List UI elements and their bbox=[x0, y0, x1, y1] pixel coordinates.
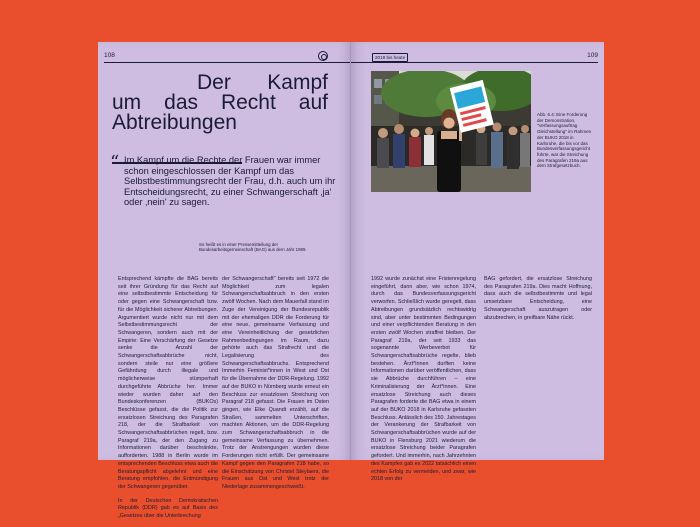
body-column-2 bbox=[222, 276, 329, 498]
quote-source: So heißt es in einer Pressemitteilung der Bundesarbeitsgemeinschaft (BAG) aus dem Jahr 1989. bbox=[199, 242, 307, 253]
body-column-3 bbox=[371, 276, 476, 490]
body-column-4 bbox=[484, 276, 592, 328]
paragraph: 1992 wurde zunächst eine Fristenregelung eingeführt, dann aber, wie schon 1974, durch das Bundesverfassungsgericht verworfen. Schließlich wurde geregelt, dass Abtreibungen grundsätzlich rechtswidrig sind, aber unter bestimmten Bedingungen und einer verpflichtenden Beratung in den ersten zwölf Wochen straffrei bleiben. Der Paragraf 219a, der seit 1933 das sogenannte Werbeverbot für Schwangerschaftsabbrüche regelte, blieb bestehen. Ärzt*innen durften keine Informationen darüber veröffentlichen, dass sie Abbrüche durchführen – eine Kriminalisierung der Ärzt*innen. Eine ersatzlose Streichung auch dieses Paragrafen forderte die BAG etwa in einem auf der BUKO 2018 in Karlsruhe gefassten Beschluss. Anlässlich des 150. Jahrestages der Verankerung der Strafbarkeit von Schwangerschaftsabbrüchen wurde auf der BUKO in Flensburg 2021 wiederum die ersatzlose Streichung beider Paragrafen gefordert. Und immerhin, nach Jahrzehnten des Kampfes gab es 2022 tatsächlich einen echten Erfolg zu vermelden, und zwar, wie 2018 von der bbox=[371, 276, 476, 483]
page-number-right: 109 bbox=[587, 52, 598, 59]
paragraph: In der Deutschen Demokratischen Republik (DDR) gab es auf Basis des „Gesetzes über die Unterbrechung bbox=[118, 497, 218, 520]
title-word: auf bbox=[298, 91, 328, 114]
title-word: Kampf bbox=[267, 71, 328, 94]
body-column-1 bbox=[118, 276, 218, 527]
title-word: Der bbox=[197, 71, 231, 94]
paragraph: Entsprechend kämpfte die BAG bereits seit ihrer Gründung für das Recht auf eine selbstbestimmte Entscheidung für oder gegen eine Schwangerschaft bzw. für die Möglichkeit sicherer Abtreibungen. Argumentiert wurde nicht nur mit dem Selbstbestimmungsrecht der Schwangeren, sondern auch mit der Empirie: Eine Verschärfung der Gesetze senke die Anzahl der Schwangerschaftsabbrüche nicht, sondern steile nur eine größere Gefährdung durch illegale und möglicherweise stümperhaft durchgeführte Abbrüche her. Immer wieder wurden daher auf den Bundeskonferenzen (BUKOs) Beschlüsse gefasst, die die Politik zur ersatzlosen Streichung des Paragrafen 218, der die Strafbarkeit von Schwangerschaftsabbrüchen regelt, bzw. Paragraf 219a, der den Zugang zu Informationen darüber beschränkte, aufforderten. 1988 in Berlin wurde im entsprechenden Beschluss etwa auch die Beratungspflicht abgelehnt und eine Beratung empfohlen, die Entmündigung der Schwangeren gegenüber. bbox=[118, 276, 218, 490]
photo-illustration bbox=[371, 71, 531, 192]
pull-quote: Im Kampf um die Rechte der Frauen war immer schon eingeschlossen der Kampf um das Selbstbestimmungsrecht der Frau, d.h. auch um ihr Entscheidungsrecht, zu einer Schwangerschaft ‚ja' oder ‚nein' zu sagen. bbox=[124, 155, 336, 207]
title-word: um bbox=[112, 91, 142, 114]
title-line: Abtreibungen bbox=[112, 111, 237, 134]
left-page bbox=[98, 42, 351, 520]
publisher-logo-icon bbox=[318, 51, 328, 61]
section-tag: 2019 bis heute bbox=[372, 53, 408, 62]
paragraph: BAG gefordert, die ersatzlose Streichung des Paragrafen 219a. Dies macht Hoffnung, dass auch die selbstbestimmte und legal umsetzbare Entscheidung, eine Schwangerschaft auszutragen oder abzubrechen, in greifbare Nähe rückt. bbox=[484, 276, 592, 321]
photo-caption: Abb. 6.4: Eine Forderung der Demonstration, "Verfassungsauftrag Gleichstellung" im Rahmen der BUKO 2018 in Karlsruhe, die bis vor das Bundesverfassungsgericht führte, war die Streichung des Paragrafen 219a aus dem Strafgesetzbuch. bbox=[537, 112, 592, 169]
quote-mark-icon: “ bbox=[110, 152, 120, 173]
paragraph: der Schwangerschaft" bereits seit 1972 die Möglichkeit zum legalen Schwangerschaftsabbruch in den ersten zwölf Wochen. Nach dem Mauerfall stand im Zuge der Vereinigung der Bundesrepublik mit der ehemaligen DDR die Forderung für eine neue, gemeinsame Verfassung und eine Vereinheitlichung der gesetzlichen Rahmenbedingungen im Raum, dazu gehörte auch das Strafrecht und die Legalisierung des Schwangerschaftsabbruchs. Entsprechend Immerhin Feminist*innen in West und Ost für die Übernahme der DDR-Regelung. 1992 auf der BUKO in Nürnberg wurde erneut ein Beschluss zur ersatzlosen Streichung von Paragraf 218 gefasst. Die Frauen im Osten gingen, wie Elke Quandt erzählt, auf die Straßen, sammelten Unterschriften, machten Aktionen, um die DDR-Regelung zum Schwangerschaftsabbruch in die gemeinsame Verfassung zu übernehmen. Trotz der Anstrengungen wurden diese Forderungen nicht erfüllt. Der gemeinsame Kampf gegen den Paragrafen 218 habe, so die Einschätzung von Christel Steylaers, die Frauen aus Ost und West trotz der Niederlage zusammengeschweißt. bbox=[222, 276, 329, 490]
page-number-left: 108 bbox=[104, 52, 115, 59]
header-rule-left bbox=[104, 62, 351, 63]
header-rule-right bbox=[351, 62, 598, 63]
title-word: Recht bbox=[220, 91, 276, 114]
title-word: das bbox=[164, 91, 198, 114]
right-page bbox=[351, 42, 604, 483]
demonstration-photo bbox=[371, 71, 531, 192]
